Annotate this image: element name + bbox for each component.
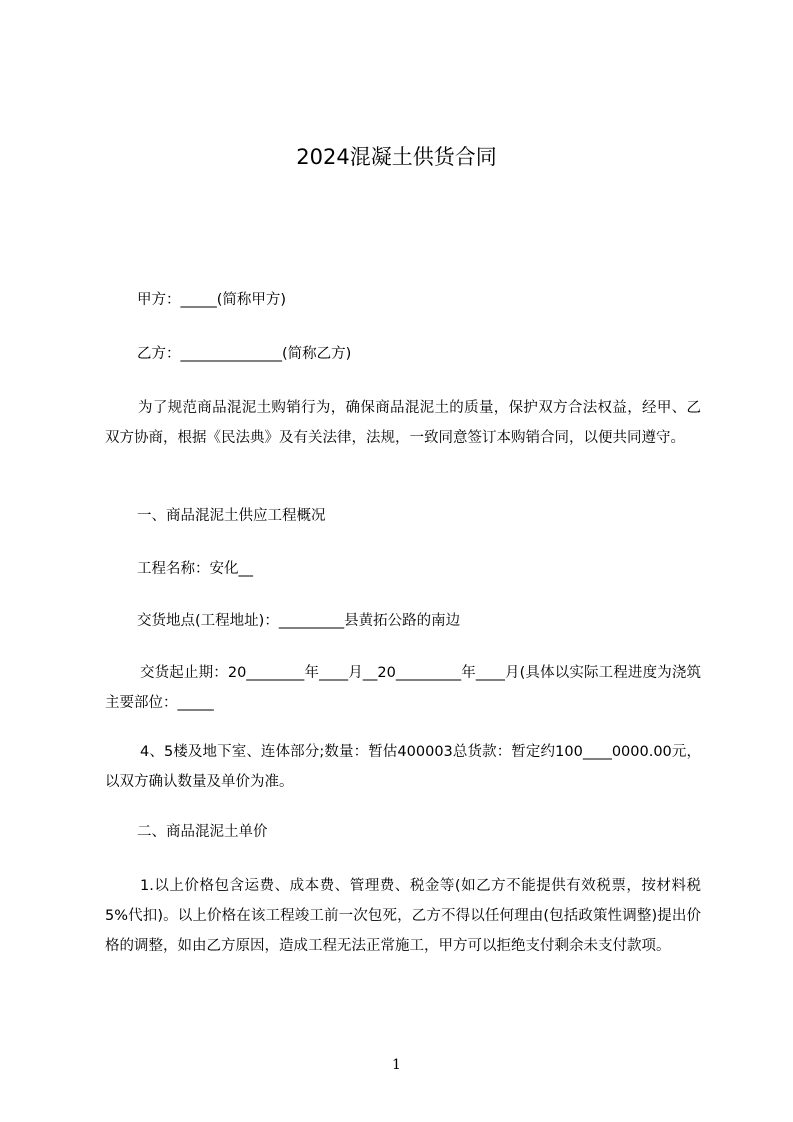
price-clause-paragraph: 1.以上价格包含运费、成本费、管理费、税金等(如乙方不能提供有效税票，按材料税5%代扣)。以上价格在该工程竣工前一次包死，乙方不得以任何理由(包括政策性调整)提出价格的调整，如由乙方原因，造成工程无法正常施工，甲方可以拒绝支付剩余未支付款项。 <box>105 878 701 954</box>
delivery-period-paragraph: 交货起止期：20________年____月__20_________年____月(具体以实际工程进度为浇筑主要部位：_____ <box>105 665 701 711</box>
section-1-heading: 一、商品混泥土供应工程概况 <box>137 508 326 524</box>
party-a-line: 甲方：_____(简称甲方) <box>137 292 287 308</box>
project-name-line: 工程名称：安化__ <box>137 561 253 577</box>
intro-paragraph: 为了规范商品混泥土购销行为，确保商品混泥土的质量，保护双方合法权益，经甲、乙双方协商，根据《民法典》及有关法律，法规，一致同意签订本购销合同，以便共同遵守。 <box>105 400 701 446</box>
document-title: 2024混凝土供货合同 <box>296 145 497 169</box>
page-number: 1 <box>392 1057 401 1073</box>
quantity-paragraph: 4、5楼及地下室、连体部分;数量：暂估400003总货款：暂定约100____0000.00元，以双方确认数量及单价为准。 <box>105 744 701 790</box>
section-2-heading: 二、商品混泥土单价 <box>137 824 268 840</box>
delivery-location-line: 交货地点(工程地址)：_________县黄拓公路的南边 <box>137 613 461 629</box>
party-b-line: 乙方：______________(简称乙方) <box>137 346 352 362</box>
